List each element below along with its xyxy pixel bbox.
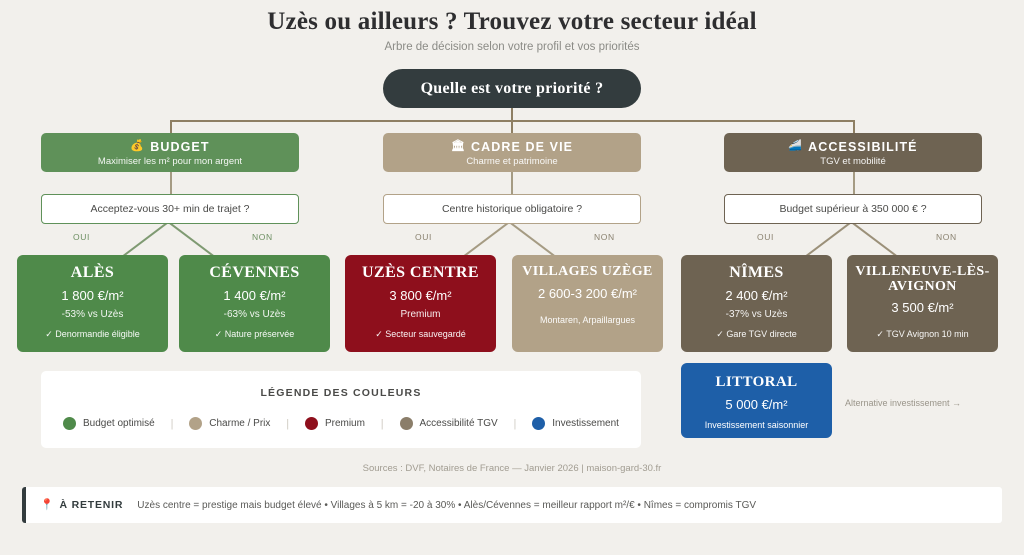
- connector-cadre-question: [511, 171, 513, 194]
- legend-item-budget: [63, 417, 155, 430]
- result-card-uzes-centre[interactable]: [345, 255, 496, 352]
- legend-item-label: Investissement: [552, 418, 619, 429]
- category-acces-head: [788, 140, 917, 154]
- pin-icon: 📍: [40, 498, 55, 511]
- legend-item-charme: [189, 417, 270, 430]
- legend-swatch-icon: [400, 417, 413, 430]
- branch-label-budget-yes: OUI: [70, 232, 93, 242]
- legend-title: LÉGENDE DES COULEURS: [260, 387, 422, 399]
- result-note: Investissement saisonnier: [704, 420, 809, 430]
- result-name: ALÈS: [70, 264, 115, 281]
- result-tag: ✓ TGV Avignon 10 min: [876, 329, 969, 340]
- legend-swatch-icon: [63, 417, 76, 430]
- category-cadre-subtitle: Charme et patrimoine: [466, 155, 558, 167]
- result-card-villeneuve-les-avignon[interactable]: [847, 255, 998, 352]
- branch-label-budget-no: NON: [249, 232, 276, 242]
- legend-item-investissement: [532, 417, 619, 430]
- root-question-node[interactable]: Quelle est votre priorité ?: [383, 69, 641, 108]
- connector-budget-question: [170, 171, 172, 194]
- key-takeaway-label-text: À RETENIR: [59, 499, 124, 511]
- legend-swatch-icon: [189, 417, 202, 430]
- result-name: NÎMES: [729, 264, 784, 281]
- connector-to-budget: [170, 120, 172, 133]
- result-price: 3 500 €/m²: [891, 300, 954, 316]
- result-note: -53% vs Uzès: [61, 308, 124, 320]
- category-acces-subtitle: TGV et mobilité: [820, 155, 886, 167]
- legend-divider: |: [286, 417, 290, 430]
- result-price: 2 600-3 200 €/m²: [537, 285, 637, 301]
- category-budget-subtitle: Maximiser les m² pour mon argent: [97, 155, 243, 167]
- branch-label-cadre-yes: OUI: [412, 232, 435, 242]
- result-name: VILLAGES UZÈGE: [522, 264, 653, 279]
- result-price: 3 800 €/m²: [389, 287, 452, 303]
- legend-swatch-icon: [532, 417, 545, 430]
- branch-label-cadre-no: NON: [591, 232, 618, 242]
- category-budget-head: [130, 140, 209, 154]
- connector-acces-question: [853, 171, 855, 194]
- sources-text: Sources : DVF, Notaires de France — Janvier 2026 | maison-gard-30.fr: [362, 463, 662, 474]
- legend-item-premium: [305, 417, 365, 430]
- result-tag: ✓ Denormandie éligible: [45, 328, 140, 339]
- key-takeaway-label: [40, 499, 123, 511]
- result-tag: ✓ Nature préservée: [214, 328, 295, 339]
- result-tag: Montaren, Arpaillargues: [539, 314, 636, 325]
- connector-root-stem: [511, 108, 513, 120]
- result-card-ales[interactable]: [17, 255, 168, 352]
- train-icon: 🚄: [788, 140, 804, 152]
- question-cadre[interactable]: Centre historique obligatoire ?: [383, 194, 641, 224]
- branch-label-acces-yes: OUI: [754, 232, 777, 242]
- result-note: Premium: [400, 308, 441, 320]
- result-card-villages-uzege[interactable]: [512, 255, 663, 352]
- connector-to-acces: [853, 120, 855, 133]
- branch-label-acces-no: NON: [933, 232, 960, 242]
- result-name: UZÈS CENTRE: [362, 264, 479, 281]
- legend-divider: |: [170, 417, 174, 430]
- legend-items: [41, 417, 641, 430]
- result-card-nimes[interactable]: [681, 255, 832, 352]
- category-cadre-title: CADRE DE VIE: [470, 139, 574, 154]
- question-acces[interactable]: Budget supérieur à 350 000 € ?: [724, 194, 982, 224]
- key-takeaway-panel: [22, 487, 1002, 523]
- legend-item-label: Budget optimisé: [83, 418, 155, 429]
- heritage-icon: 🏛: [450, 140, 466, 152]
- category-cadre-head: [451, 140, 573, 154]
- result-price: 1 800 €/m²: [61, 287, 124, 303]
- legend-item-label: Charme / Prix: [209, 418, 271, 429]
- legend-item-accessibilite: [400, 417, 498, 430]
- legend-panel: [41, 371, 641, 448]
- result-card-cevennes[interactable]: [179, 255, 330, 352]
- legend-item-label: Premium: [324, 418, 365, 429]
- alternative-side-note: Alternative investissement →: [845, 398, 962, 408]
- legend-item-label: Accessibilité TGV: [419, 418, 498, 429]
- result-name: LITTORAL: [715, 374, 798, 390]
- connector-to-cadre: [511, 120, 513, 133]
- result-note: -63% vs Uzès: [223, 308, 286, 320]
- result-name: CÉVENNES: [209, 264, 300, 281]
- category-accessibilite[interactable]: [724, 133, 982, 172]
- result-price: 5 000 €/m²: [725, 397, 788, 412]
- page-subtitle: Arbre de décision selon votre profil et vos priorités: [384, 41, 640, 53]
- money-icon: 💰: [130, 140, 146, 152]
- result-card-littoral[interactable]: [681, 363, 832, 438]
- question-budget[interactable]: Acceptez-vous 30+ min de trajet ?: [41, 194, 299, 224]
- key-takeaway-text: Uzès centre = prestige mais budget élevé • Villages à 5 km = -20 à 30% • Alès/Cévennes = meilleur rapport m²/€ • Nîmes = compromis TGV: [137, 499, 757, 511]
- category-acces-title: ACCESSIBILITÉ: [808, 139, 918, 154]
- result-tag: ✓ Secteur sauvegardé: [375, 328, 466, 339]
- result-note: -37% vs Uzès: [725, 308, 788, 320]
- legend-divider: |: [380, 417, 384, 430]
- category-budget[interactable]: [41, 133, 299, 172]
- result-price: 1 400 €/m²: [223, 287, 286, 303]
- page-title: Uzès ou ailleurs ? Trouvez votre secteur idéal: [267, 8, 757, 35]
- legend-swatch-icon: [305, 417, 318, 430]
- result-tag: ✓ Gare TGV directe: [716, 328, 797, 339]
- result-name: VILLENEUVE-LÈS-AVIGNON: [855, 264, 990, 294]
- legend-divider: |: [513, 417, 517, 430]
- category-budget-title: BUDGET: [150, 139, 210, 154]
- category-cadre-de-vie[interactable]: [383, 133, 641, 172]
- result-price: 2 400 €/m²: [725, 287, 788, 303]
